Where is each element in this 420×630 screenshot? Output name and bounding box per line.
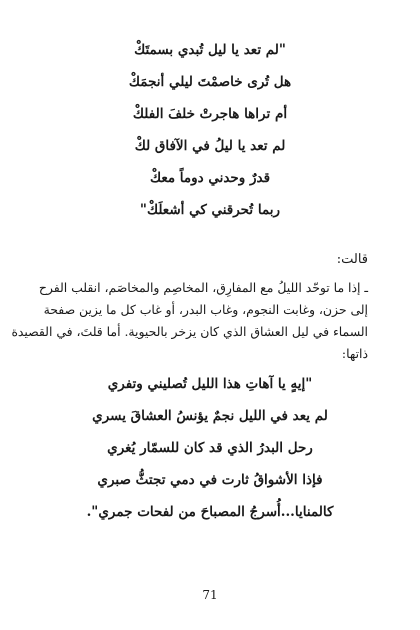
speaker-label: قالت: (336, 252, 368, 267)
prose-line: إلى حزن، وغابت النجوم، وغاب البدر، أو غاب كل ما يزين صفحة (43, 302, 368, 317)
prose-paragraph (11, 277, 368, 365)
page-number: 71 (202, 588, 218, 602)
poem-line: هل تُرى خاصمْتَ ليلي أنجمَكْ (128, 74, 292, 90)
poem-line: "إيهٍ يا آهاتِ هذا الليل تُصليني وتفري (107, 376, 313, 392)
poem-line: فإذا الأشواقُ ثارت في دمي تجتثُّ صبري (97, 472, 323, 488)
poem-line: كالمنايا...أُسرجُ المصباحَ من لفحات جمري". (86, 504, 334, 520)
poem-line: لم يعد في الليل نجمٌ يؤنسُ العشاقَ يسري (92, 408, 328, 424)
poem-stanza-night (60, 34, 360, 226)
poem-line: أم تراها هاجرتْ خلفَ الفلكْ (132, 106, 288, 122)
poem-stanza-sighs (60, 368, 360, 528)
poem-line: ربما تُحرقني كي أشعلَكْ" (139, 202, 281, 218)
prose-line: ذاتها: (341, 346, 368, 361)
prose-line: السماء في ليل العشاق الذي كان يزخر بالحيوية. أما قلتَ، في القصيدة (11, 324, 368, 339)
prose-line: ـ إذا ما توحّد الليلُ مع المفارِق، المخاصِم والمخاصَم، انقلب الفرح (38, 280, 368, 295)
poem-line: "لم تعد يا ليل تُبدي بسمتَكْ (134, 42, 286, 58)
poem-line: رحل البدرُ الذي قد كان للسمّار يُغري (107, 440, 313, 456)
poem-line: قدرٌ وحدني دوماً معكْ (149, 170, 271, 186)
poem-line: لم تعد يا ليلُ في الآفاق لكْ (134, 138, 286, 154)
